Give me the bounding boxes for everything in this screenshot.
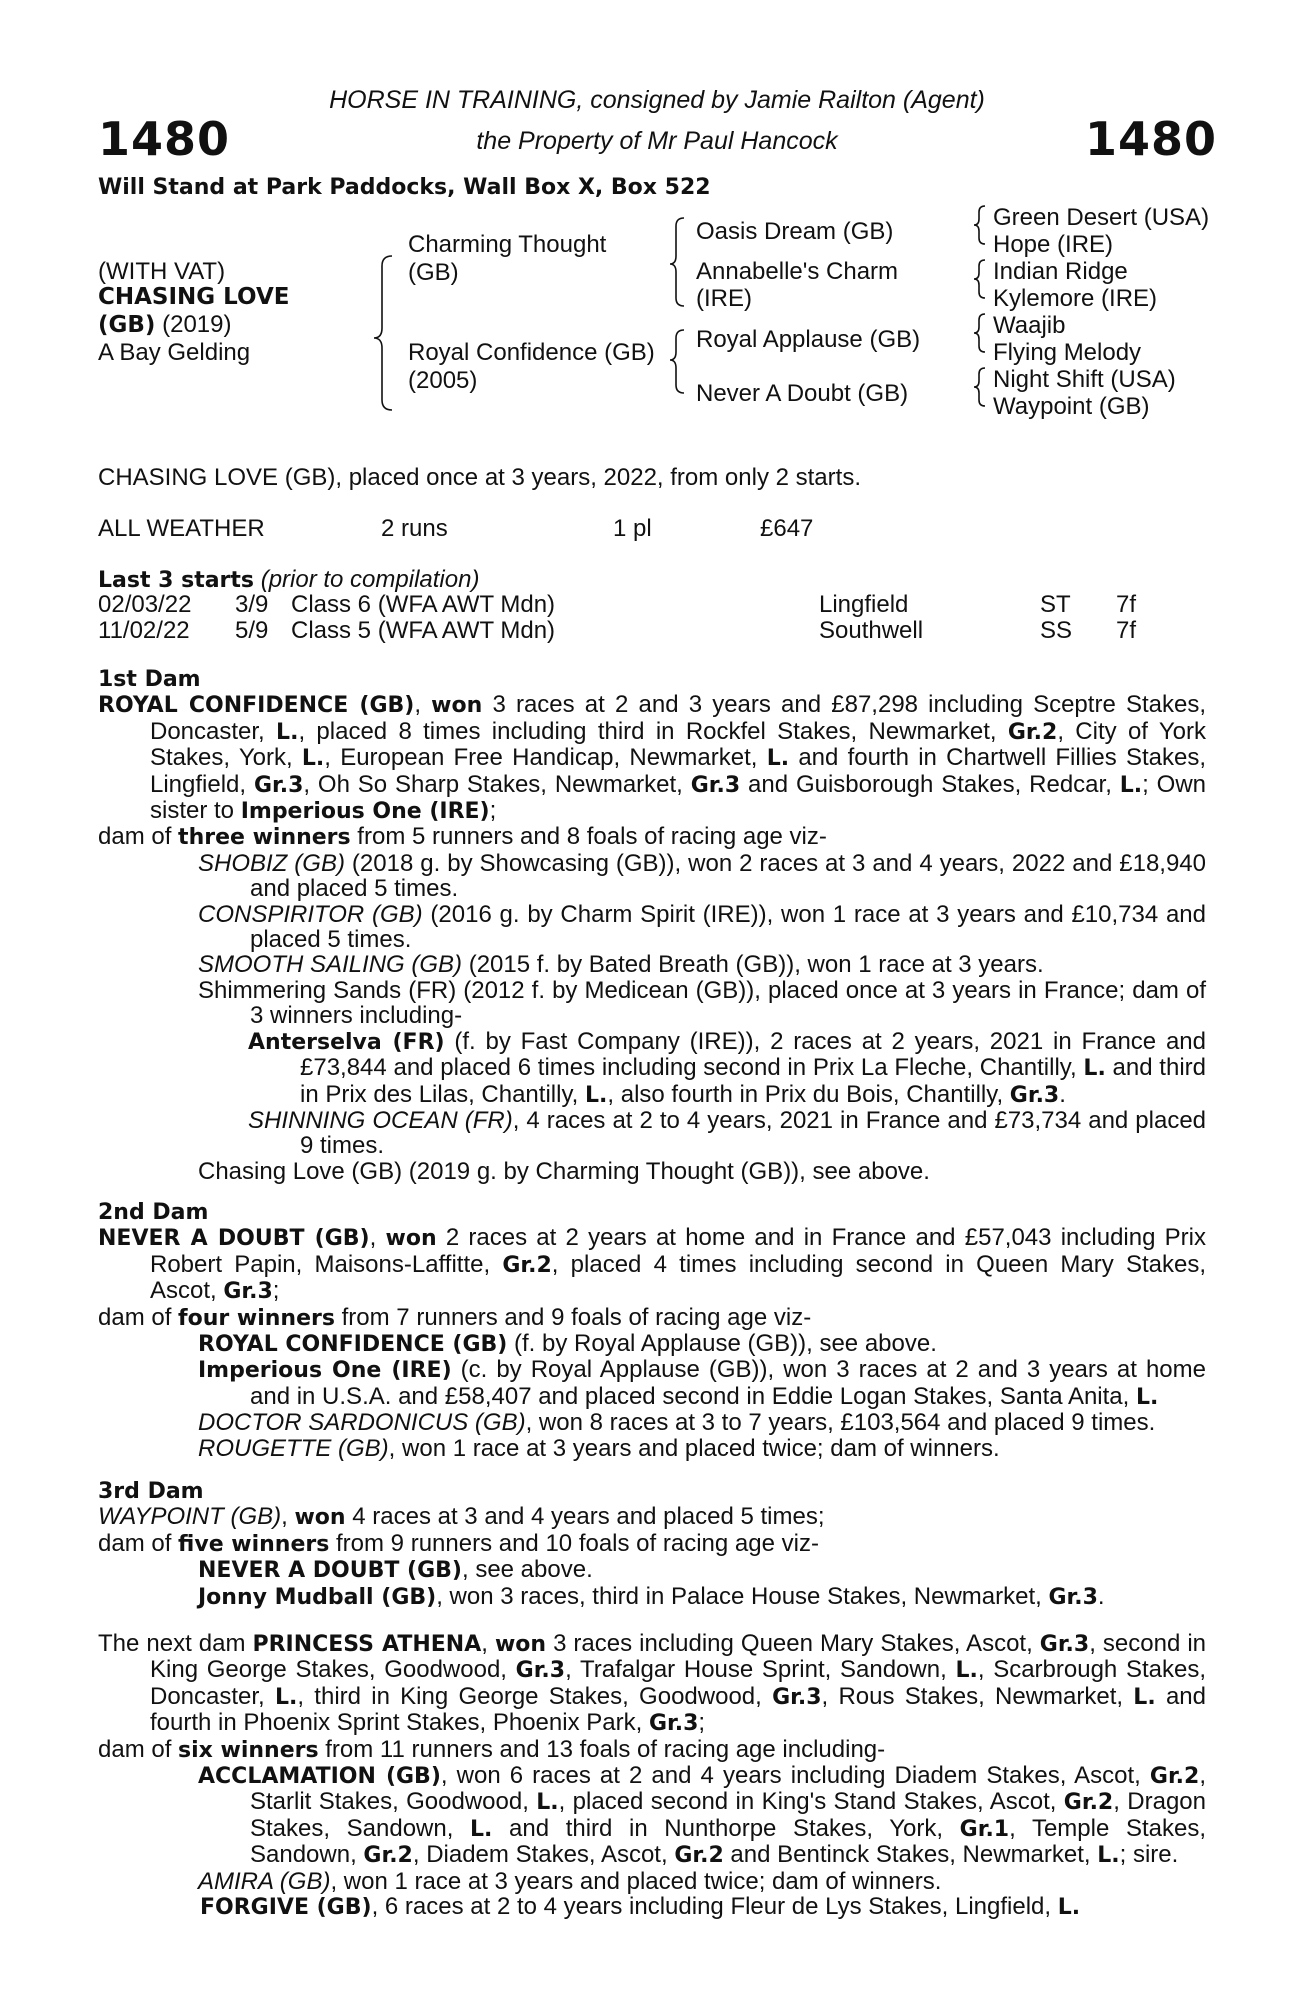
- winners-count: six winners: [178, 1737, 319, 1763]
- lot-number-right: 1480: [1085, 112, 1218, 166]
- group-mark: Gr.3: [1039, 1632, 1090, 1657]
- start-position: 5/9: [235, 617, 269, 644]
- first-dam-section: [98, 667, 1206, 1184]
- text: , Rous Stakes, Newmarket,: [821, 1682, 1134, 1710]
- sire-origin: (GB): [408, 259, 459, 286]
- produce-name: ACCLAMATION (GB): [198, 1764, 441, 1790]
- winners-count: four winners: [178, 1305, 335, 1331]
- text: and Guisborough Stakes, Redcar,: [740, 770, 1120, 798]
- text: 3 races including Queen Mary Stakes, Ascot,: [546, 1630, 1040, 1657]
- text: and Bentinck Stakes, Newmarket,: [723, 1841, 1098, 1869]
- produce-entry: [98, 1869, 1206, 1894]
- text: (c. by Royal Applause (GB)), won 3 races at 2 and 3 years at home and in U.S.A. and £58,407 and placed second in Eddie Logan Stakes, Santa Anita,: [250, 1356, 1206, 1410]
- produce-entry: Shimmering Sands (FR) (2012 f. by Medicean (GB)), placed once at 3 years in France; dam of 3 winners including-: [198, 976, 1206, 1030]
- text: , 4 races at 2 to 4 years, 2021 in France and £73,734 and placed 9 times.: [300, 1106, 1207, 1160]
- winners-count: three winners: [178, 825, 351, 851]
- start-race: Class 6 (WFA AWT Mdn): [291, 591, 556, 618]
- produce-entry: [98, 952, 1206, 977]
- next-dam-record: The next dam PRINCESS ATHENA, won 3 races including Queen Mary Stakes, Ascot, Gr.3, second in King George Stakes, Goodwood, Gr.3, Trafalgar House Sprint, Sandown, L., Scarbrough Stakes, Doncaster, L., third in King George Stakes, Goodwood, Gr.3, Rous Stakes, Newmarket, L. and fourth in Phoenix Sprint Stakes, Phoenix Park, Gr.3;: [98, 1630, 1207, 1737]
- vat-note: (WITH VAT): [98, 258, 226, 285]
- text: The next dam: [98, 1630, 253, 1657]
- listed-mark: L.: [766, 746, 790, 772]
- text: ;: [272, 1277, 280, 1305]
- group-mark: Gr.2: [1149, 1764, 1200, 1790]
- group-mark: Gr.2: [1063, 1790, 1114, 1816]
- property-line: the Property of Mr Paul Hancock: [476, 127, 838, 155]
- text: .: [1059, 1080, 1066, 1108]
- text: , third in King George Stakes, Goodwood,: [297, 1682, 773, 1710]
- start-going: SS: [1040, 617, 1073, 644]
- text: , European Free Handicap, Newmarket,: [324, 744, 767, 772]
- record-earnings: £647: [760, 515, 814, 542]
- produce-name: ROUGETTE (GB): [198, 1434, 389, 1462]
- listed-mark: L.: [274, 1684, 298, 1710]
- text: , Temple Stakes, Sandown,: [250, 1814, 1206, 1869]
- next-dam-section: [98, 1631, 1206, 1920]
- group-mark: Gr.2: [674, 1843, 724, 1869]
- brace-sd: [974, 260, 985, 298]
- text: ; sire.: [1119, 1841, 1179, 1869]
- grand-produce-entry: [148, 1029, 1206, 1108]
- produce-name: SHOBIZ (GB): [198, 849, 345, 877]
- won-label: won: [494, 1632, 547, 1657]
- grand-produce-entry: [98, 1894, 1206, 1920]
- produce-name: NEVER A DOUBT (GB): [198, 1558, 462, 1584]
- text: , Diadem Stakes, Ascot,: [412, 1841, 675, 1869]
- record-placed: 1 pl: [613, 515, 652, 542]
- won-label: won: [294, 1505, 346, 1531]
- text: (2018 g. by Showcasing (GB)), won 2 races at 3 and 4 years, 2022 and £18,940 and placed 5 times.: [250, 849, 1207, 903]
- won-label: won: [431, 693, 483, 719]
- text: , second in King George Stakes, Goodwood,: [150, 1630, 1206, 1684]
- stand-location: Will Stand at Park Paddocks, Wall Box X, Box 522: [98, 175, 711, 200]
- group-mark: Gr.2: [1007, 719, 1058, 745]
- text: from 11 runners and 13 foals of racing age including-: [318, 1735, 886, 1763]
- text: , won 8 races at 3 to 7 years, £103,564 and placed 9 times.: [525, 1409, 1156, 1437]
- horse-year: (2019): [162, 311, 232, 338]
- text: , won 1 race at 3 years and placed twice; dam of winners.: [388, 1434, 1000, 1462]
- dam-sire-sire: Waajib: [993, 312, 1066, 339]
- dam-sire-dam: Flying Melody: [993, 339, 1142, 366]
- text: from 5 runners and 8 foals of racing age viz-: [350, 823, 827, 851]
- dam-dam-sire: Night Shift (USA): [993, 366, 1176, 393]
- group-mark: Gr.2: [363, 1843, 413, 1869]
- third-dam-name: WAYPOINT (GB): [98, 1503, 282, 1531]
- group-mark: Gr.3: [1009, 1082, 1060, 1108]
- grand-produce-entry: [148, 1108, 1206, 1159]
- sire-sire-sire: Green Desert (USA): [993, 204, 1210, 231]
- third-dam-section: [98, 1479, 1206, 1610]
- listed-mark: L.: [1133, 1684, 1156, 1710]
- text: , Dragon Stakes, Sandown,: [250, 1788, 1206, 1842]
- horse-origin: (GB): [98, 312, 156, 338]
- race-summary: CHASING LOVE (GB), placed once at 3 years, 2022, from only 2 starts.: [98, 464, 861, 491]
- produce-entry: [98, 1410, 1206, 1435]
- start-distance: 7f: [1116, 591, 1137, 618]
- group-mark: Gr.3: [690, 772, 741, 798]
- listed-mark: L.: [1057, 1895, 1081, 1921]
- text: dam of: [98, 1529, 179, 1557]
- text: dam of: [98, 1303, 179, 1331]
- produce-entry: [98, 902, 1206, 953]
- produce-name: AMIRA (GB): [198, 1867, 331, 1895]
- listed-mark: L.: [470, 1816, 493, 1842]
- start-going: ST: [1040, 591, 1071, 618]
- brace-dam: [670, 330, 684, 393]
- brace-gen1: [374, 256, 392, 410]
- last-starts-title: Last 3 starts: [98, 568, 255, 593]
- brace-dd: [974, 368, 985, 406]
- group-mark: Gr.3: [772, 1684, 822, 1710]
- third-dam-produce-summary: [98, 1531, 1206, 1557]
- produce-entry: [98, 1584, 1206, 1610]
- produce-name: DOCTOR SARDONICUS (GB): [198, 1409, 526, 1437]
- second-dam-name: NEVER A DOUBT (GB): [98, 1226, 370, 1252]
- text: 3 races at 2 and 3 years and £87,298 including Sceptre Stakes, Doncaster,: [150, 691, 1206, 745]
- text: and third in Prix des Lilas, Chantilly,: [300, 1054, 1206, 1108]
- brace-ds: [974, 314, 985, 352]
- text: , won 3 races, third in Palace House Stakes, Newmarket,: [436, 1582, 1049, 1610]
- sire-sire: Oasis Dream (GB): [696, 218, 894, 245]
- text: dam of: [98, 1735, 179, 1763]
- group-mark: Gr.3: [515, 1658, 566, 1684]
- text: and third in Nunthorpe Stakes, York,: [492, 1814, 960, 1842]
- own-sister-name: Imperious One (IRE): [240, 799, 490, 825]
- last-starts-note: (prior to compilation): [260, 566, 480, 593]
- text: 2 races at 2 years at home and in France and £57,043 including Prix Robert Papin, Maisons-Laffitte,: [150, 1224, 1206, 1278]
- first-dam-name: ROYAL CONFIDENCE (GB): [98, 693, 415, 719]
- horse-description: A Bay Gelding: [98, 339, 251, 366]
- text: .: [1097, 1582, 1105, 1610]
- start-race: Class 5 (WFA AWT Mdn): [291, 617, 556, 644]
- brace-ss: [974, 206, 985, 244]
- start-course: Southwell: [819, 617, 924, 644]
- produce-entry: [98, 1557, 1206, 1583]
- horse-name: CHASING LOVE: [98, 284, 290, 310]
- group-mark: Gr.3: [253, 772, 304, 798]
- second-dam-section: [98, 1200, 1206, 1461]
- text: (2015 f. by Bated Breath (GB)), won 1 race at 3 years.: [462, 951, 1044, 979]
- lot-number-left: 1480: [98, 112, 231, 166]
- winners-count: five winners: [178, 1531, 330, 1557]
- first-dam-heading: 1st Dam: [98, 667, 201, 692]
- text: , Starlit Stakes, Goodwood,: [250, 1762, 1206, 1816]
- text: , placed 8 times including third in Rockfel Stakes, Newmarket,: [298, 717, 1008, 745]
- third-dam-heading: 3rd Dam: [98, 1479, 204, 1504]
- text: from 9 runners and 10 foals of racing age viz-: [329, 1529, 819, 1557]
- sire-name: Charming Thought: [408, 231, 607, 258]
- start-distance: 7f: [1116, 617, 1137, 644]
- produce-entry: [98, 851, 1206, 902]
- produce-name: SMOOTH SAILING (GB): [198, 951, 463, 979]
- group-mark: Gr.3: [223, 1279, 273, 1305]
- produce-name: Anterselva (FR): [248, 1029, 445, 1055]
- sire-dam-dam: Kylemore (IRE): [993, 285, 1158, 312]
- sire-dam-sire: Indian Ridge: [993, 258, 1128, 285]
- record-surface: ALL WEATHER: [98, 515, 265, 542]
- start-course: Lingfield: [819, 591, 909, 618]
- dam-year: (2005): [408, 367, 478, 394]
- next-dam-name: PRINCESS ATHENA: [252, 1632, 482, 1657]
- consignor-line: HORSE IN TRAINING, consigned by Jamie Railton (Agent): [329, 86, 985, 114]
- dam-dam: Never A Doubt (GB): [696, 380, 909, 407]
- produce-name: ROYAL CONFIDENCE (GB): [198, 1332, 508, 1358]
- dam-sire: Royal Applause (GB): [696, 326, 921, 353]
- produce-entry: [98, 1436, 1206, 1461]
- produce-name: Jonny Mudball (GB): [198, 1584, 437, 1610]
- listed-mark: L.: [955, 1658, 978, 1684]
- text: dam of: [98, 823, 179, 851]
- text: and fourth in Chartwell Fillies Stakes, Lingfield,: [150, 744, 1206, 798]
- produce-entry: [98, 1763, 1206, 1869]
- text: and fourth in Phoenix Sprint Stakes, Phoenix Park,: [150, 1682, 1206, 1737]
- text: , placed second in King's Stand Stakes, Ascot,: [558, 1788, 1064, 1816]
- listed-mark: L.: [301, 746, 325, 772]
- second-dam-heading: 2nd Dam: [98, 1200, 209, 1225]
- text: ; Own sister to: [150, 770, 1207, 825]
- produce-name: SHINNING OCEAN (FR): [248, 1106, 513, 1134]
- third-dam-record: WAYPOINT (GB), won 4 races at 3 and 4 years and placed 5 times;: [98, 1503, 825, 1531]
- produce-entry: [98, 1357, 1206, 1410]
- second-dam-record: NEVER A DOUBT (GB), won 2 races at 2 years at home and in France and £57,043 including Prix Robert Papin, Maisons-Laffitte, Gr.2, placed 4 times including second in Queen Mary Stakes, Ascot, Gr.3;: [98, 1224, 1206, 1305]
- first-dam-produce-summary: [98, 824, 1206, 850]
- group-mark: Gr.2: [502, 1252, 552, 1278]
- text: 4 races at 3 and 4 years and placed 5 times;: [345, 1503, 825, 1531]
- text: (2016 g. by Charm Spirit (IRE)), won 1 race at 3 years and £10,734 and placed 5 times.: [250, 900, 1206, 954]
- group-mark: Gr.3: [648, 1711, 699, 1737]
- group-mark: Gr.1: [959, 1816, 1010, 1842]
- text: , won 1 race at 3 years and placed twice; dam of winners.: [330, 1867, 942, 1895]
- listed-mark: L.: [1135, 1384, 1159, 1410]
- listed-mark: L.: [1119, 772, 1143, 798]
- listed-mark: L.: [276, 719, 299, 745]
- produce-name: CONSPIRITOR (GB): [198, 900, 423, 928]
- produce-entry: Chasing Love (GB) (2019 g. by Charming Thought (GB)), see above.: [198, 1157, 930, 1185]
- group-mark: Gr.3: [1048, 1584, 1098, 1610]
- produce-name: Imperious One (IRE): [198, 1358, 452, 1384]
- start-date: 02/03/22: [98, 591, 192, 618]
- text: from 7 runners and 9 foals of racing age viz-: [334, 1303, 812, 1331]
- first-dam-record: ROYAL CONFIDENCE (GB), won 3 races at 2 and 3 years and £87,298 including Sceptre Stakes, Doncaster, L., placed 8 times including third in Rockfel Stakes, Newmarket, Gr.2, City of York Stakes, York, L., European Free Handicap, Newmarket, L. and fourth in Chartwell Fillies Stakes, Lingfield, Gr.3, Oh So Sharp Stakes, Newmarket, Gr.3 and Guisborough Stakes, Redcar, L.; Own sister to Imperious One (IRE);: [98, 691, 1207, 825]
- won-label: won: [385, 1226, 437, 1252]
- sire-dam-origin: (IRE): [696, 285, 752, 312]
- sire-dam: Annabelle's Charm: [696, 258, 899, 285]
- record-runs: 2 runs: [381, 515, 448, 542]
- dam-dam-dam: Waypoint (GB): [993, 393, 1150, 420]
- text: , 6 races at 2 to 4 years including Fleur de Lys Stakes, Lingfield,: [371, 1893, 1058, 1921]
- text: , City of York Stakes, York,: [150, 717, 1206, 772]
- text: (f. by Royal Applause (GB)), see above.: [507, 1330, 937, 1358]
- start-date: 11/02/22: [98, 617, 190, 644]
- text: , Trafalgar House Sprint, Sandown,: [565, 1656, 956, 1684]
- sire-sire-dam: Hope (IRE): [993, 231, 1114, 258]
- next-dam-produce-summary: [98, 1737, 1206, 1763]
- listed-mark: L.: [1097, 1843, 1120, 1869]
- text: , won 6 races at 2 and 4 years including Diadem Stakes, Ascot,: [440, 1762, 1150, 1790]
- produce-name: FORGIVE (GB): [200, 1895, 372, 1921]
- start-position: 3/9: [235, 591, 269, 618]
- produce-entry: [98, 1331, 1206, 1357]
- second-dam-produce-summary: [98, 1305, 1206, 1331]
- text: , also fourth in Prix du Bois, Chantilly,: [607, 1080, 1010, 1108]
- text: ;: [698, 1709, 706, 1737]
- text: , Oh So Sharp Stakes, Newmarket,: [303, 770, 691, 798]
- text: ;: [489, 797, 497, 825]
- listed-mark: L.: [536, 1790, 559, 1816]
- listed-mark: L.: [585, 1082, 608, 1108]
- brace-sire: [670, 218, 684, 306]
- text: , Scarbrough Stakes, Doncaster,: [150, 1656, 1207, 1710]
- listed-mark: L.: [1083, 1056, 1106, 1082]
- text: , see above.: [461, 1556, 593, 1584]
- dam-name: Royal Confidence (GB): [408, 339, 655, 366]
- text: , placed 4 times including second in Queen Mary Stakes, Ascot,: [150, 1250, 1206, 1305]
- last-starts-heading: [98, 566, 479, 594]
- text: (f. by Fast Company (IRE)), 2 races at 2 years, 2021 in France and £73,844 and placed 6 times including second in Prix La Fleche, Chantilly,: [300, 1027, 1206, 1082]
